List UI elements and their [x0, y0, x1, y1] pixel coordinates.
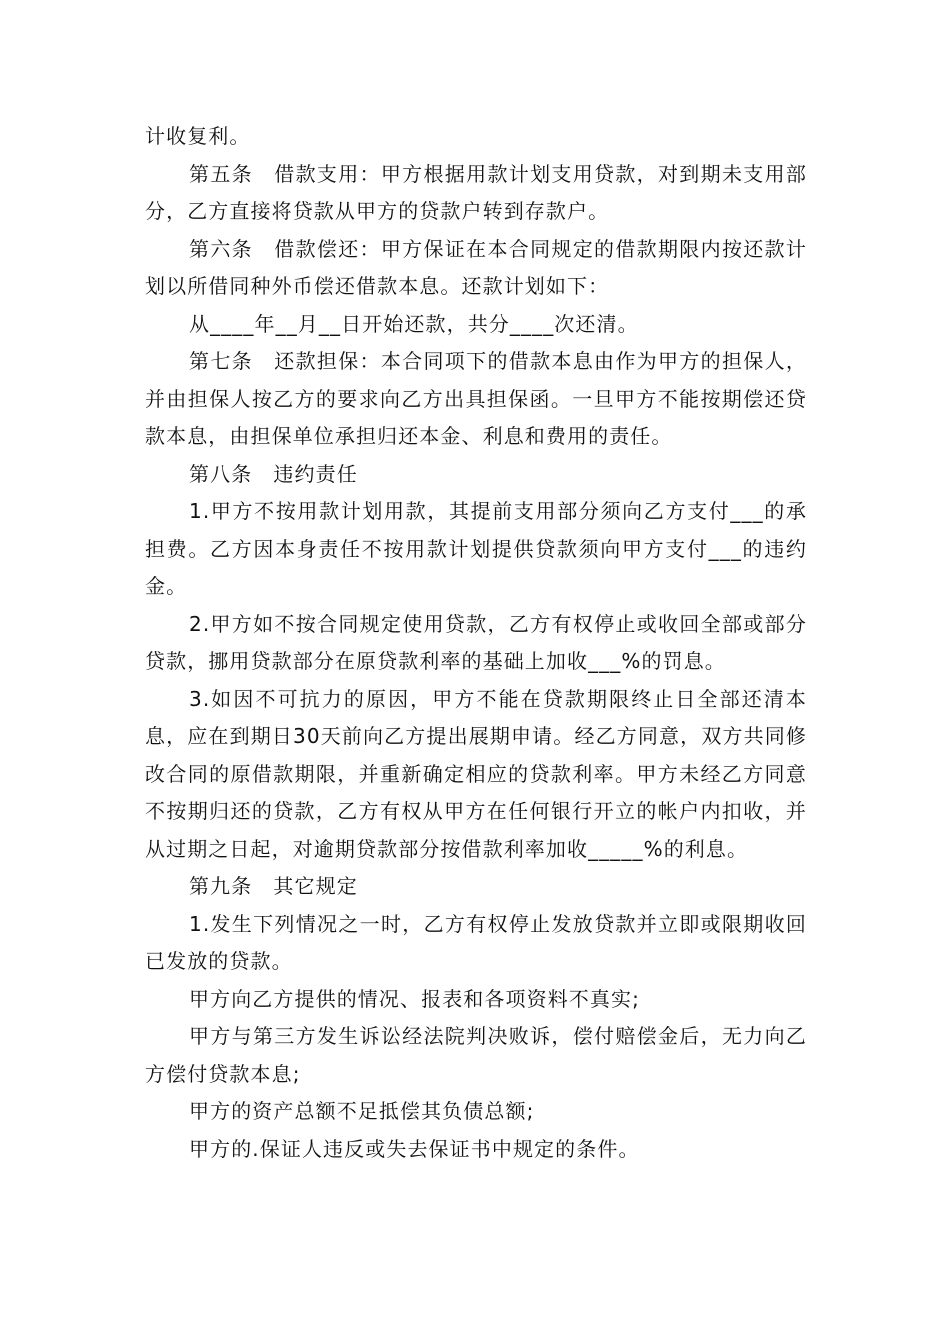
- paragraph-article-8-item-3: 3.如因不可抗力的原因，甲方不能在贷款期限终止日全部还清本息，应在到期日30天前向乙方提出展期申请。经乙方同意，双方共同修改合同的原借款期限，并重新确定相应的贷款利率。甲方未经乙方同意不按期归还的贷款，乙方有权从甲方在任何银行开立的帐户内扣收，并从过期之日起，对逾期贷款部分按借款利率加收_____%的利息。: [145, 686, 807, 861]
- paragraph-condition-guarantor: 甲方的.保证人违反或失去保证书中规定的条件。: [189, 1136, 640, 1161]
- paragraph-repayment-schedule: 从____年__月__日开始还款，共分____次还清。: [189, 311, 639, 336]
- document-page: [145, 118, 807, 1168]
- heading-article-9: 第九条 其它规定: [189, 874, 358, 898]
- paragraph-article-8-item-2: 2.甲方如不按合同规定使用贷款，乙方有权停止或收回全部或部分贷款，挪用贷款部分在原贷款利率的基础上加收___%的罚息。: [145, 611, 807, 673]
- paragraph-compound-interest: 计收复利。: [145, 124, 251, 148]
- paragraph-article-7: 第七条 还款担保：本合同项下的借款本息由作为甲方的担保人，并由担保人按乙方的要求向乙方出具担保函。一旦甲方不能按期偿还贷款本息，由担保单位承担归还本金、利息和费用的责任。: [145, 349, 807, 448]
- paragraph-article-9-item-1: 1.发生下列情况之一时，乙方有权停止发放贷款并立即或限期收回已发放的贷款。: [145, 911, 807, 973]
- paragraph-condition-false-info: 甲方向乙方提供的情况、报表和各项资料不真实;: [189, 986, 640, 1011]
- paragraph-condition-lawsuit: 甲方与第三方发生诉讼经法院判决败诉，偿付赔偿金后，无力向乙方偿付贷款本息;: [145, 1024, 807, 1086]
- paragraph-article-5: 第五条 借款支用：甲方根据用款计划支用贷款，对到期未支用部分，乙方直接将贷款从甲方的贷款户转到存款户。: [145, 161, 807, 223]
- heading-article-8: 第八条 违约责任: [189, 461, 358, 486]
- paragraph-article-8-item-1: 1.甲方不按用款计划用款，其提前支用部分须向乙方支付___的承担费。乙方因本身责任不按用款计划提供贷款须向甲方支付___的违约金。: [145, 499, 807, 598]
- paragraph-condition-insolvency: 甲方的资产总额不足抵偿其负债总额;: [189, 1099, 535, 1123]
- paragraph-article-6: 第六条 借款偿还：甲方保证在本合同规定的借款期限内按还款计划以所借同种外币偿还借款本息。还款计划如下：: [145, 236, 807, 298]
